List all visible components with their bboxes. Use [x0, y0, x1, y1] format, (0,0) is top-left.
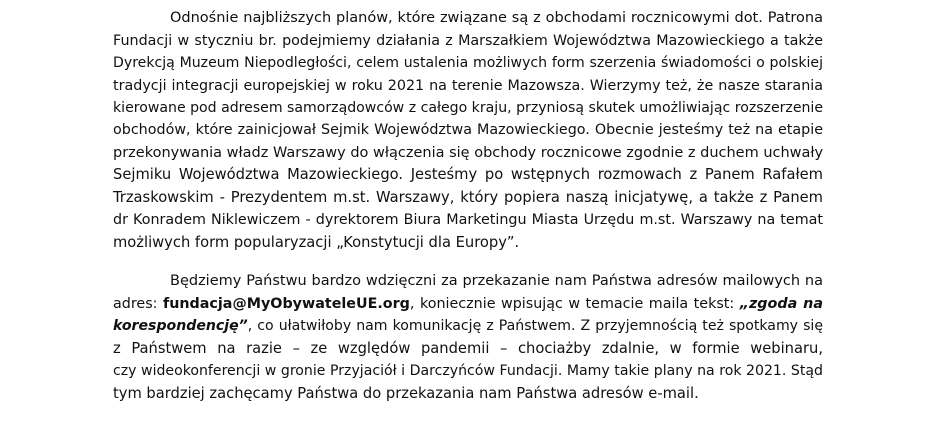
- paragraph2-line-2: [113, 293, 823, 315]
- paragraph1-line-2: Fundacji w styczniu br. podejmiemy działania z Marszałkiem Województwa Mazowieckiego a także: [113, 33, 823, 49]
- paragraph1-line-9: Trzaskowskim - Prezydentem m.st. Warszawy, który popiera naszą inicjatywę, a także z Panem: [113, 189, 823, 206]
- paragraph2-line-4: z Państwem na razie – ze względów pandemii – chociażby zdalnie, w formie webinaru,: [113, 340, 823, 357]
- email-subject-part2: korespondencję”: [113, 318, 248, 334]
- paragraph2-line-6: tym bardziej zachęcamy Państwa do przekazania nam Państwa adresów e-mail.: [113, 385, 699, 402]
- email-subject-part1: „zgoda na: [739, 296, 823, 312]
- paragraph1-line-5: kierowane pod adresem samorządowców z całego kraju, przyniosą skutek umożliwiając rozszerzenie: [113, 100, 824, 116]
- paragraph1-line-6: obchodów, które zainicjował Sejmik Województwa Mazowieckiego. Obecnie jesteśmy też na etapie: [113, 122, 823, 138]
- paragraph1-line-1: Odnośnie najbliższych planów, które związane są z obchodami rocznicowymi dot. Patrona: [170, 10, 823, 26]
- paragraph2-line-1: Będziemy Państwu bardzo wdzięczni za przekazanie nam Państwa adresów mailowych na: [170, 273, 823, 289]
- paragraph1-line-7: przekonywania władz Warszawy do włączenia się obchody rocznicowe zgodnie z duchem uchwały: [113, 145, 824, 161]
- line2-prefix: adres:: [113, 296, 163, 312]
- line3-rest: , co ułatwiłoby nam komunikację z Państwem. Z przyjemnością też spotkamy się: [247, 318, 823, 334]
- paragraph1-line-8: Sejmiku Województwa Mazowieckiego. Jesteśmy po wstępnych rozmowach z Panem Rafałem: [113, 166, 823, 183]
- paragraph1-line-10: dr Konradem Niklewiczem - dyrektorem Biura Marketingu Miasta Urzędu m.st. Warszawy na temat: [113, 212, 823, 228]
- paragraph1-line-3: Dyrekcją Muzeum Niepodległości, celem ustalenia możliwych form szerzenia świadomości o polskiej: [113, 55, 823, 71]
- line2-middle: , koniecznie wpisując w temacie maila tekst:: [409, 296, 740, 312]
- paragraph2-line-3: [113, 315, 823, 337]
- email-link[interactable]: fundacja@MyObywateleUE.org: [162, 296, 410, 312]
- paragraph1-line-4: tradycji integracji europejskiej w roku 2021 na terenie Mazowsza. Wierzymy też, że nasze starania: [113, 78, 823, 94]
- paragraph1-line-11: możliwych form popularyzacji „Konstytucji dla Europy”.: [113, 234, 520, 251]
- paragraph2-line-5: czy wideokonferencji w gronie Przyjaciół i Darczyńców Fundacji. Mamy takie plany na rok 2021. Stąd: [113, 363, 823, 379]
